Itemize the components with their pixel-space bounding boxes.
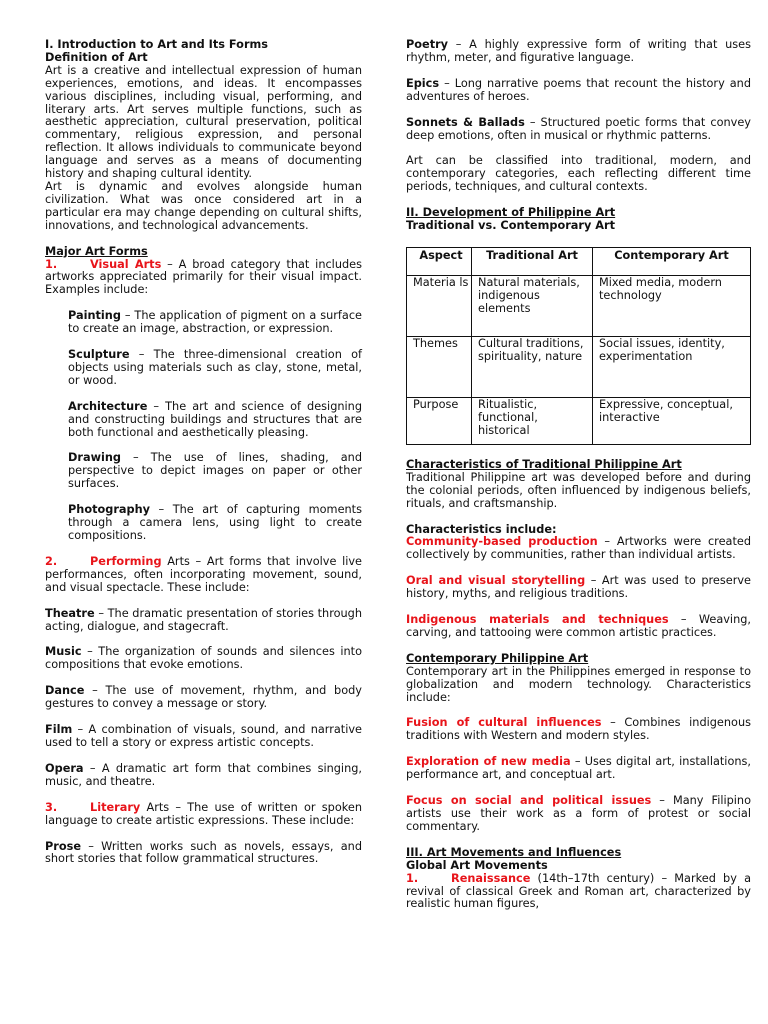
list-item-storytelling: Oral and visual storytelling – Art was used to preserve history, myths, and religious traditions. <box>406 574 751 601</box>
list-item-epics: Epics – Long narrative poems that recount the history and adventures of heroes. <box>406 76 751 103</box>
literary-arts-entry: 3. Literary Arts – The use of written or spoken language to create artistic expressions. These include: <box>45 800 362 827</box>
list-item-dance: Dance – The use of movement, rhythm, and body gestures to convey a message or story. <box>45 684 362 711</box>
section-heading-movements: III. Art Movements and Influences <box>406 845 622 859</box>
list-item-painting: Painting – The application of pigment on a surface to create an image, abstraction, or expression. <box>68 309 362 336</box>
comparison-subheading: Traditional vs. Contemporary Art <box>406 219 615 233</box>
left-column <box>45 39 362 866</box>
definition-title: Definition of Art <box>45 50 148 64</box>
list-item-opera: Opera – A dramatic art form that combines singing, music, and theatre. <box>45 761 362 788</box>
list-item-theatre: Theatre – The dramatic presentation of stories through acting, dialogue, and stagecraft. <box>45 606 362 633</box>
list-item-poetry: Poetry – A highly expressive form of writing that uses rhythm, meter, and figurative language. <box>406 38 751 64</box>
table-header: Traditional Art <box>472 247 593 275</box>
list-item-prose: Prose – Written works such as novels, essays, and short stories that follow grammatical structures. <box>45 839 362 866</box>
right-column <box>406 39 751 911</box>
table-header: Contemporary Art <box>593 247 751 275</box>
list-item-photography: Photography – The art of capturing moments through a camera lens, using light to create compositions. <box>68 503 362 542</box>
table-row <box>407 336 751 397</box>
list-item-community: Community-based production – Artworks were created collectively by communities, rather than individual artists. <box>406 535 751 562</box>
traditional-title: Characteristics of Traditional Philippine Art <box>406 457 682 471</box>
comparison-table <box>406 247 751 445</box>
list-item-architecture: Architecture – The art and science of designing and constructing buildings and structures that are both functional and aesthetically pleasing. <box>68 399 362 439</box>
list-item-social-issues: Focus on social and political issues – Many Filipino artists use their work as a form of protest or social commentary. <box>406 794 751 833</box>
table-cell: Materia ls <box>407 275 472 336</box>
section-heading-intro: I. Introduction to Art and Its Forms <box>45 38 269 51</box>
major-art-forms-title: Major Art Forms <box>45 244 148 258</box>
list-item-new-media: Exploration of new media – Uses digital art, installations, performance art, and conceptual art. <box>406 755 751 782</box>
list-item-sonnets: Sonnets & Ballads – Structured poetic forms that convey deep emotions, often in musical or rhythmic patterns. <box>406 115 751 142</box>
table-cell: Expressive, conceptual, interactive <box>593 397 751 444</box>
table-cell: Purpose <box>407 397 472 444</box>
visual-arts-list <box>45 310 362 543</box>
contemporary-intro: Contemporary art in the Philippines emerged in response to globalization and modern technology. Characteristics include: <box>406 664 751 704</box>
section-heading-development: II. Development of Philippine Art <box>406 206 616 220</box>
table-cell: Cultural traditions, spirituality, nature <box>472 336 593 397</box>
table-row <box>407 275 751 336</box>
list-item-fusion: Fusion of cultural influences – Combines indigenous traditions with Western and modern styles. <box>406 716 751 743</box>
global-movements-subheading: Global Art Movements <box>406 858 548 872</box>
visual-arts-entry: 1. Visual Arts – A broad category that includes artworks appreciated primarily for their visual impact. Examples include: <box>45 257 362 297</box>
list-item-drawing: Drawing – The use of lines, shading, and perspective to depict images on paper or other surfaces. <box>68 451 362 491</box>
classification-paragraph: Art can be classified into traditional, modern, and contemporary categories, each reflecting different time periods, techniques, and cultural contexts. <box>406 154 751 194</box>
characteristics-title: Characteristics include: <box>406 522 557 536</box>
list-item-film: Film – A combination of visuals, sound, and narrative used to tell a story or express artistic concepts. <box>45 723 362 749</box>
table-header: Aspect <box>407 247 472 275</box>
contemporary-title: Contemporary Philippine Art <box>406 651 589 665</box>
performing-arts-entry: 2. Performing Arts – Art forms that involve live performances, often incorporating movement, sound, and visual spectacle. These include: <box>45 554 362 594</box>
traditional-intro: Traditional Philippine art was developed before and during the colonial periods, often influenced by indigenous beliefs, rituals, and craftsmanship. <box>406 470 751 510</box>
table-cell: Ritualistic, functional, historical <box>472 397 593 444</box>
definition-paragraph: Art is a creative and intellectual expression of human experiences, emotions, and ideas. It encompasses various disciplines, including visual, performing, and literary arts. Art serves multiple functions, such as aesthetic appreciation, cultural preservation, political commentary, religious expression, and personal reflection. It allows individuals to communicate beyond language and serves as a means of documenting history and shaping cultural identity. <box>45 63 362 181</box>
table-header-row <box>407 247 751 275</box>
table-cell: Mixed media, modern technology <box>593 275 751 336</box>
list-item-music: Music – The organization of sounds and silences into compositions that evoke emotions. <box>45 645 362 672</box>
renaissance-entry: 1. Renaissance (14th–17th century) – Marked by a revival of classical Greek and Roman art, characterized by realistic human figures, <box>406 871 751 911</box>
table-cell: Social issues, identity, experimentation <box>593 336 751 397</box>
table-cell: Themes <box>407 336 472 397</box>
evolution-paragraph: Art is dynamic and evolves alongside human civilization. What was once considered art in a particular era may change depending on cultural shifts, innovations, and technological advancements. <box>45 179 362 232</box>
table-row <box>407 397 751 444</box>
table-cell: Natural materials, indigenous elements <box>472 275 593 336</box>
list-item-indigenous: Indigenous materials and techniques – Weaving, carving, and tattooing were common artistic practices. <box>406 613 751 639</box>
list-item-sculpture: Sculpture – The three-dimensional creation of objects using materials such as clay, stone, metal, or wood. <box>68 348 362 387</box>
